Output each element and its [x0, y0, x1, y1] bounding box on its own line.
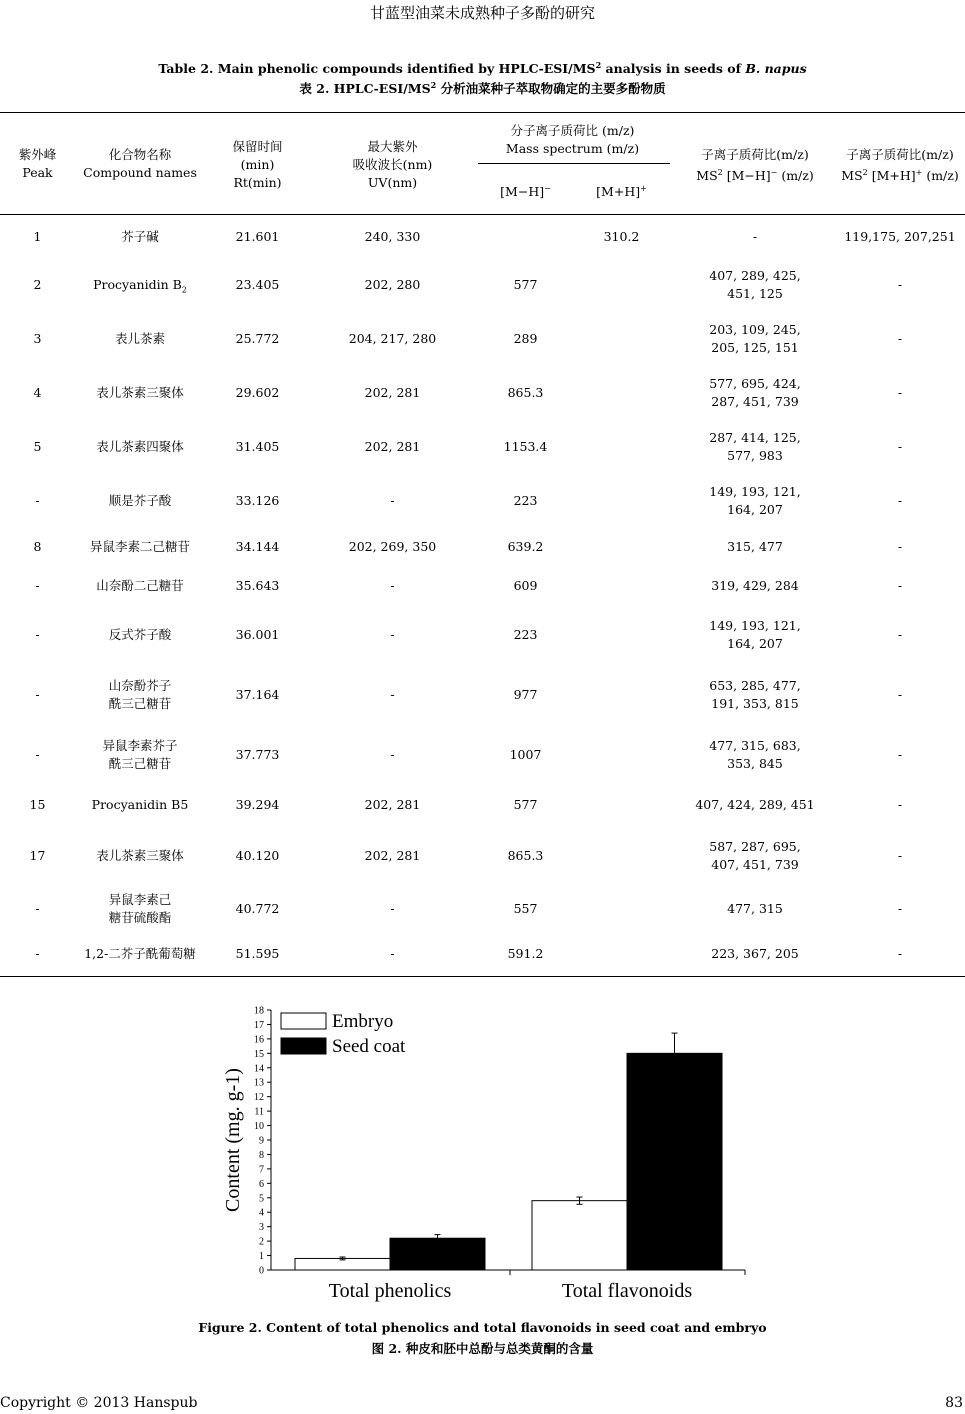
cell-uv: -	[390, 747, 395, 762]
y-tick-label: 17	[254, 1019, 264, 1031]
cell-neg: 577	[513, 277, 538, 292]
cell-rt: 23.405	[235, 277, 280, 292]
y-tick-label: 6	[259, 1178, 264, 1190]
cell-rt: 37.164	[235, 687, 280, 702]
header-uv: 最大紫外 吸收波长(nm) UV(nm)	[352, 139, 433, 190]
cell-uv: -	[390, 578, 395, 593]
cell-name: Procyanidin $B_2$	[93, 277, 187, 295]
cell-ms2pos: -	[897, 848, 903, 863]
cell-rt: 29.602	[235, 385, 280, 400]
cell-rt: 40.772	[235, 901, 280, 916]
bar-chart	[215, 998, 760, 1308]
legend-swatch-embryo	[281, 1013, 326, 1029]
footer-copyright: Copyright © 2013 Hanspub	[0, 1395, 198, 1411]
bar-seed-coat	[627, 1053, 722, 1270]
cell-name: Procyanidin B5	[91, 797, 189, 812]
cell-peak: -	[35, 493, 40, 508]
table-caption-cn: 表 2. HPLC-$ESI/MS^2$ 分析油菜种子萃取物确定的主要多酚物质	[299, 79, 666, 96]
y-tick-label: 14	[254, 1063, 264, 1075]
cell-uv: 202, 280	[364, 277, 421, 292]
cell-rt: 33.126	[235, 493, 280, 508]
cell-name: 表儿茶素	[114, 331, 165, 346]
cell-rt: 34.144	[235, 539, 280, 554]
y-axis-label: Content (mg. g-1)	[222, 1068, 244, 1212]
y-tick-label: 16	[254, 1034, 264, 1046]
cell-uv: 202, 281	[364, 385, 421, 400]
cell-ms2neg: 477, 315	[727, 901, 783, 916]
table-caption-en: Table 2. Main phenolic compounds identified by HPLC-$ESI/MS^2$ analysis in seeds of B. napus	[158, 60, 807, 77]
cell-name: 顺是芥子酸	[108, 493, 172, 508]
header-mh-pos: [M+H]+	[596, 184, 647, 200]
x-tick-label: Total phenolics	[328, 1280, 452, 1302]
y-tick-label: 9	[259, 1135, 264, 1147]
cell-peak: -	[35, 747, 40, 762]
cell-neg: 865.3	[507, 385, 544, 400]
cell-peak: -	[35, 946, 40, 961]
legend-swatch-seed-coat	[281, 1038, 326, 1054]
ms-subheader-rule	[478, 163, 670, 164]
cell-neg: 289	[513, 331, 538, 346]
cell-ms2neg: 587, 287, 695, 407, 451, 739	[709, 839, 801, 872]
cell-name: 芥子碱	[121, 229, 159, 244]
y-tick-label: 18	[254, 1005, 264, 1017]
y-tick-label: 10	[254, 1121, 264, 1133]
cell-uv: 202, 281	[364, 797, 421, 812]
cell-name: 表儿茶素三聚体	[96, 385, 184, 400]
footer-page-number: 83	[945, 1395, 963, 1411]
cell-uv: -	[390, 627, 395, 642]
cell-name: 反式芥子酸	[108, 627, 172, 642]
cell-ms2neg: 315, 477	[727, 539, 783, 554]
figure-caption-en: Figure 2. Content of total phenolics and total flavonoids in seed coat and embryo	[198, 1320, 767, 1335]
cell-peak: 3	[33, 331, 42, 346]
y-tick-label: 5	[259, 1193, 264, 1205]
table-bottom-rule	[0, 976, 965, 977]
cell-peak: 2	[33, 277, 42, 292]
cell-name: 1,2-二芥子酰葡萄糖	[84, 946, 196, 961]
header-compound: 化合物名称 Compound names	[83, 147, 197, 180]
y-tick-label: 1	[259, 1251, 264, 1263]
cell-ms2pos: -	[897, 493, 903, 508]
cell-ms2pos: -	[897, 687, 903, 702]
cell-ms2pos: -	[897, 331, 903, 346]
cell-peak: 5	[33, 439, 42, 454]
cell-rt: 39.294	[235, 797, 280, 812]
cell-peak: 15	[29, 797, 46, 812]
cell-ms2neg: 223, 367, 205	[711, 946, 799, 961]
cell-name: 异鼠李素己 糖苷硫酸酯	[108, 892, 172, 925]
cell-neg: 591.2	[507, 946, 544, 961]
header-ms2-pos: 子离子质荷比(m/z) $MS^2$ [M+H]+ (m/z)	[841, 147, 959, 184]
cell-ms2pos: -	[897, 439, 903, 454]
cell-ms2pos: -	[897, 539, 903, 554]
cell-uv: 204, 217, 280	[348, 331, 437, 346]
y-tick-label: 11	[254, 1106, 264, 1118]
header-rt: 保留时间 (min) Rt(min)	[232, 139, 283, 190]
cell-ms2neg: 149, 193, 121, 164, 207	[709, 484, 801, 517]
cell-name: 异鼠李素二己糖苷	[89, 539, 190, 554]
table-top-rule	[0, 112, 965, 113]
cell-rt: 35.643	[235, 578, 280, 593]
cell-peak: -	[35, 901, 40, 916]
bar-embryo	[532, 1201, 627, 1270]
cell-ms2neg: -	[752, 229, 758, 244]
cell-peak: -	[35, 627, 40, 642]
cell-neg: 1007	[509, 747, 542, 762]
cell-peak: 17	[29, 848, 46, 863]
cell-pos: 310.2	[603, 229, 640, 244]
cell-uv: -	[390, 687, 395, 702]
cell-neg: 609	[513, 578, 538, 593]
bar-seed-coat	[390, 1238, 485, 1270]
cell-rt: 25.772	[235, 331, 280, 346]
cell-neg: 223	[513, 493, 538, 508]
cell-uv: -	[390, 901, 395, 916]
cell-neg: 577	[513, 797, 538, 812]
cell-ms2neg: 577, 695, 424, 287, 451, 739	[709, 376, 801, 409]
cell-rt: 21.601	[235, 229, 280, 244]
cell-name: 表儿茶素四聚体	[96, 439, 184, 454]
cell-uv: 202, 281	[364, 848, 421, 863]
cell-ms2neg: 477, 315, 683, 353, 845	[709, 738, 801, 771]
legend-label: Seed coat	[332, 1036, 406, 1057]
cell-ms2pos: -	[897, 385, 903, 400]
x-tick-label: Total flavonoids	[561, 1280, 693, 1302]
cell-ms2pos: -	[897, 578, 903, 593]
header-ms2-neg: 子离子质荷比(m/z) $MS^2$ [M−H]− (m/z)	[696, 147, 814, 184]
cell-peak: -	[35, 687, 40, 702]
cell-ms2neg: 287, 414, 125, 577, 983	[709, 430, 801, 463]
running-header: 甘蓝型油菜未成熟种子多酚的研究	[369, 4, 595, 22]
cell-ms2pos: -	[897, 797, 903, 812]
cell-name: 异鼠李素芥子 酰三己糖苷	[102, 738, 178, 771]
y-tick-label: 0	[259, 1265, 264, 1277]
y-tick-label: 12	[254, 1092, 264, 1104]
cell-ms2pos: 119,175, 207,251	[844, 229, 956, 244]
header-mh-neg: [M−H]−	[500, 184, 551, 200]
table-header-rule	[0, 214, 965, 215]
y-tick-label: 7	[259, 1164, 264, 1176]
cell-peak: 4	[33, 385, 42, 400]
cell-rt: 36.001	[235, 627, 280, 642]
header-mass-spectrum: 分子离子质荷比 (m/z) Mass spectrum (m/z)	[505, 123, 640, 156]
cell-neg: 557	[513, 901, 538, 916]
cell-neg: 223	[513, 627, 538, 642]
cell-name: 山奈酚二己糖苷	[96, 578, 184, 593]
cell-ms2neg: 407, 289, 425, 451, 125	[709, 268, 801, 301]
cell-ms2pos: -	[897, 946, 903, 961]
cell-neg: 977	[513, 687, 538, 702]
cell-ms2neg: 653, 285, 477, 191, 353, 815	[709, 678, 801, 711]
y-tick-label: 3	[259, 1222, 264, 1234]
cell-neg: 639.2	[507, 539, 544, 554]
legend-label: Embryo	[332, 1011, 394, 1032]
cell-peak: 1	[33, 229, 42, 244]
cell-ms2neg: 407, 424, 289, 451	[695, 797, 815, 812]
cell-ms2pos: -	[897, 901, 903, 916]
cell-uv: 240, 330	[364, 229, 421, 244]
cell-ms2neg: 319, 429, 284	[711, 578, 799, 593]
cell-peak: 8	[33, 539, 42, 554]
cell-ms2pos: -	[897, 747, 903, 762]
cell-uv: 202, 269, 350	[348, 539, 437, 554]
cell-ms2pos: -	[897, 627, 903, 642]
cell-uv: 202, 281	[364, 439, 421, 454]
figure-caption-cn: 图 2. 种皮和胚中总酚与总类黄酮的含量	[371, 1341, 594, 1356]
cell-ms2neg: 149, 193, 121, 164, 207	[709, 618, 801, 651]
cell-ms2neg: 203, 109, 245, 205, 125, 151	[709, 322, 801, 355]
cell-name: 山奈酚芥子 酰三己糖苷	[108, 678, 172, 711]
cell-rt: 40.120	[235, 848, 280, 863]
cell-neg: 865.3	[507, 848, 544, 863]
cell-rt: 31.405	[235, 439, 280, 454]
header-peak: 紫外峰 Peak	[18, 147, 57, 180]
cell-peak: -	[35, 578, 40, 593]
y-tick-label: 8	[259, 1149, 264, 1161]
cell-uv: -	[390, 493, 395, 508]
cell-ms2pos: -	[897, 277, 903, 292]
cell-name: 表儿茶素三聚体	[96, 848, 184, 863]
y-tick-label: 15	[254, 1048, 264, 1060]
y-tick-label: 13	[254, 1077, 264, 1089]
y-tick-label: 2	[259, 1236, 264, 1248]
cell-rt: 37.773	[235, 747, 280, 762]
y-tick-label: 4	[259, 1207, 264, 1219]
cell-rt: 51.595	[235, 946, 280, 961]
cell-uv: -	[390, 946, 395, 961]
cell-neg: 1153.4	[503, 439, 548, 454]
